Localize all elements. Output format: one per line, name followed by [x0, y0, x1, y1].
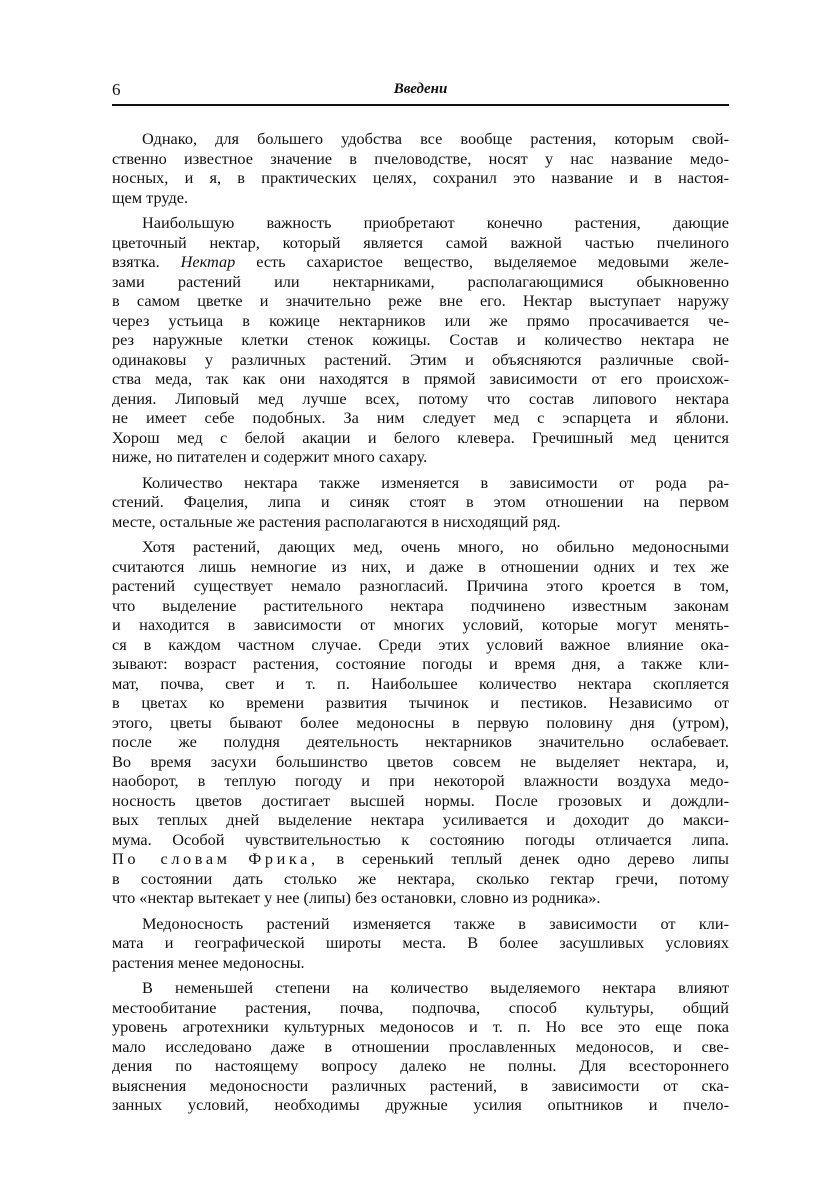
- text-line: этого, цветы бывают более медоносны в первую половину дня (утром),: [112, 712, 729, 732]
- text-line: не имеет себе подобных. За ним следует мед с эспарцета и яблони.: [112, 408, 729, 427]
- text-line: Однако, для большего удобства все вообще растения, которым свой-: [142, 129, 729, 148]
- text-line-with-spaced-name: [112, 849, 729, 869]
- text-line: после же полудня деятельность нектарников значительно ослабевает.: [112, 732, 729, 751]
- text-line: мума. Особой чувствительностью к состоянию погоды отличается липа.: [112, 829, 729, 849]
- text-line: стений. Фацелия, липа и синяк стоят в этом отношении на первом: [112, 492, 729, 511]
- text-line: что выделение растительного нектара подчинено известным законам: [112, 595, 729, 615]
- paragraph-6: [112, 978, 729, 1115]
- text-line: растений существует немало разногласий. Причина этого кроется в том,: [112, 576, 729, 595]
- text-line: через устьица в кожице нектарников или же прямо просачивается че-: [112, 310, 729, 330]
- italic-term: Нектар: [180, 252, 236, 271]
- text-line: растения менее медоносны.: [112, 952, 305, 972]
- text-line: мата и географической широты места. В более засушливых условиях: [112, 933, 729, 952]
- text-line: уровень агротехники культурных медоносов и т. п. Но все это еще пока: [112, 1017, 729, 1036]
- text-line: Хорош мед с белой акации и белого клевера. Гречишный мед ценится: [112, 427, 729, 447]
- text-line: Количество нектара также изменяется в зависимости от рода ра-: [142, 472, 729, 492]
- text-line: Во время засухи большинство цветов совсем не выделяет нектара, и,: [112, 751, 729, 771]
- text-line: рез наружные клетки стенок кожицы. Состав и количество нектара не: [112, 330, 729, 349]
- text-fragment: в серенький теплый денек одно дерево липы: [336, 849, 729, 868]
- text-line: местообитание растения, почва, подпочва, способ культуры, общий: [112, 997, 729, 1017]
- text-line: мат, почва, свет и т. п. Наибольшее количество нектара скопляется: [112, 673, 729, 693]
- header-rule: [112, 104, 729, 106]
- text-line: носных, и я, в практических целях, сохранил это название и в настоя-: [112, 168, 729, 187]
- paragraph-2: [112, 213, 729, 467]
- text-fragment: взятка.: [112, 252, 160, 271]
- text-line: выяснения медоносности различных растений, в зависимости от ска-: [112, 1075, 729, 1095]
- text-line: в самом цветке и значительно реже вне его. Нектар выступает наружу: [112, 291, 729, 310]
- spaced-phrase: По словам: [112, 849, 231, 868]
- text-line: вых теплых дней выделение нектара усиливается и доходит до макси-: [112, 810, 729, 829]
- text-line: наоборот, в теплую погоду и при некоторой влажности воздуха медо-: [112, 771, 729, 790]
- text-line: носность цветов достигает высшей нормы. После грозовых и дождли-: [112, 790, 729, 810]
- text-line: одинаковы у различных растений. Этим и объясняются различные свой-: [112, 349, 729, 369]
- text-line: дения. Липовый мед лучше всех, потому что состав липового нектара: [112, 388, 729, 408]
- text-line: месте, остальные же растения располагаются в нисходящий ряд.: [112, 511, 561, 531]
- page-header: [112, 80, 729, 102]
- text-line: Медоносность растений изменяется также в зависимости от кли-: [142, 913, 729, 933]
- text-line: в состоянии дать столько же нектара, сколько гектар гречи, потому: [112, 868, 729, 888]
- paragraph-1: [112, 129, 729, 207]
- paragraph-4: [112, 537, 729, 908]
- text-fragment: есть сахаристое вещество, выделяемое медовыми желе-: [256, 252, 729, 271]
- text-line: зами растений или нектарниками, располагающимися обыкновенно: [112, 271, 729, 291]
- text-line: зывают: возраст растения, состояние погоды и время дня, а также кли-: [112, 654, 729, 673]
- text-line: В неменьшей степени на количество выделяемого нектара влияют: [142, 978, 729, 997]
- paragraph-5: [112, 914, 729, 973]
- text-line: щем труде.: [112, 187, 189, 207]
- text-line: в цветах ко времени развития тычинок и пестиков. Независимо от: [112, 693, 729, 712]
- text-line: Хотя растений, дающих мед, очень много, но обильно медоносными: [142, 537, 729, 556]
- text-line: ственно известное значение в пчеловодстве, носят у нас название медо-: [112, 148, 729, 168]
- text-line: что «нектар вытекает у нее (липы) без остановки, словно из родника».: [112, 888, 601, 907]
- text-line: дения по настоящему вопросу далеко не полны. Для всестороннего: [112, 1056, 729, 1075]
- text-line: ниже, но питателен и содержит много сахару.: [112, 447, 428, 466]
- spaced-author-name: Фрика,: [248, 849, 319, 868]
- text-line: считаются лишь немногие из них, и даже в отношении одних и тех же: [112, 556, 729, 576]
- text-line: ства меда, так как они находятся в прямой зависимости от его происхож-: [112, 369, 729, 388]
- text-line: цветочный нектар, который является самой важной частью пчелиного: [112, 232, 729, 252]
- text-line-with-term: [112, 252, 729, 272]
- running-title: Введени: [393, 81, 448, 97]
- text-line: мало исследовано даже в отношении прославленных медоносов, и све-: [112, 1036, 729, 1056]
- text-line: занных условий, необходимы дружные усилия опытников и пчело-: [112, 1095, 729, 1114]
- text-line: ся в каждом частном случае. Среди этих условий важное влияние ока-: [112, 634, 729, 654]
- paragraph-3: [112, 473, 729, 532]
- text-line: Наибольшую важность приобретают конечно растения, дающие: [142, 213, 729, 232]
- body-text: [112, 129, 729, 1121]
- text-line: и находится в зависимости от многих условий, которые могут менять-: [112, 615, 729, 634]
- page-number: 6: [112, 80, 121, 99]
